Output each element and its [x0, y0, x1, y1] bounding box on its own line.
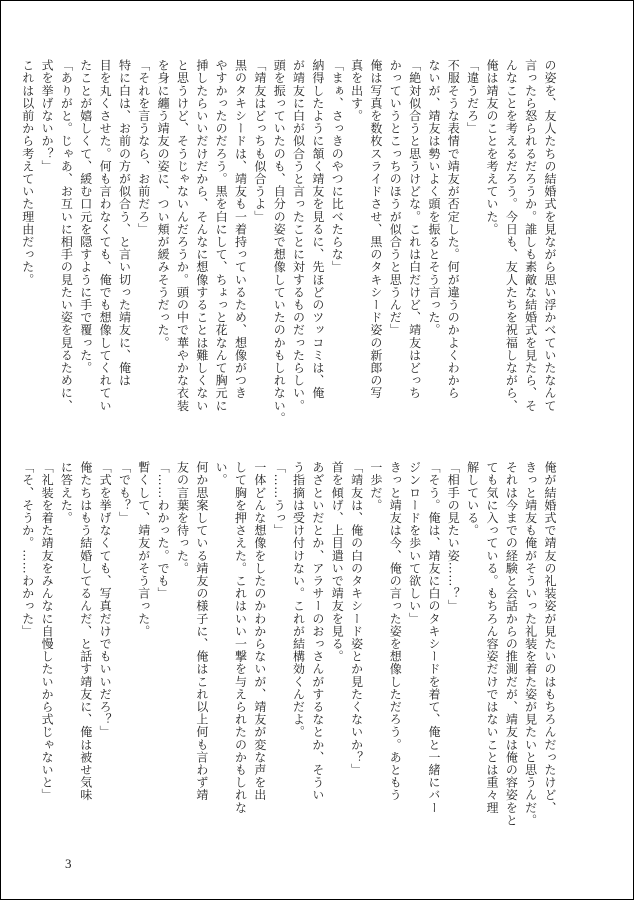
text-line: 式を挙げないか？」 [40, 59, 55, 173]
text-line: やすかったのだろう。黒を白にして、ちょっと花なんて胸元に [214, 59, 229, 412]
text-line: い。 [214, 461, 229, 487]
text-line: 「ありがと。じゃあ、お互いに相手の見たい姿を見るために、 [59, 59, 74, 412]
text-line: う指摘は受け付けない。これが結構効くんだよ。 [291, 461, 306, 739]
text-line: きっと靖友は今、俺の言った姿を想像しただろう。あともう [388, 461, 403, 802]
text-line: あざといだとか、アラサーのおっさんがするなとか、そうい [310, 461, 325, 802]
text-line: 「靖友は、俺の白のタキシード姿とか見たくないか？」 [349, 461, 364, 776]
text-line: 言ったら怒られるだろうか。誰しも素敵な結婚式を見たら、そ [523, 59, 538, 412]
text-line: 「でも？」 [117, 461, 132, 524]
lower-text-block [20, 461, 559, 861]
text-line: 俺たちはもう結婚してるんだ、と話す靖友に、俺は被せ気味 [78, 461, 93, 802]
text-line: 「……わかった。でも」 [156, 461, 171, 600]
text-line: 解している。 [465, 461, 480, 537]
text-line: 「そ、そうか。……わかった」 [20, 461, 35, 638]
text-line: に答えた。 [59, 461, 74, 524]
text-line: かっていうとこっちのほうが似合うと思うんだ」 [388, 59, 403, 337]
text-line: の姿を、友人たちの結婚式を見ながら思い浮かべていたなんて [543, 59, 557, 412]
text-line: 「まぁ、さっきのやつに比べたらな」 [330, 59, 345, 274]
text-line: が靖友に白が似合うと言ったことに対するものだったらしい。 [291, 59, 306, 412]
text-line: 「違うだろ」 [465, 59, 480, 135]
text-line: 「それを言うなら、お前だろ」 [136, 59, 151, 236]
text-line: これは以前から考えていた理由だった。 [20, 59, 35, 286]
text-line: 挿したらいいだけだから、そんなに想像することは難しくない [194, 59, 209, 412]
text-line: 俺は写真を数枚スライドさせ、黒のタキシード姿の新郎の写 [368, 59, 383, 400]
text-line: 特に白は、お前の方が似合う、と言い切った靖友に、俺は [117, 59, 132, 387]
text-line: 「靖友はどっちも似合うよ」 [252, 59, 267, 223]
text-line: ないが、靖友は勢いよく頭を振るとそう言った。 [426, 59, 441, 337]
text-line: たことが嬉しくて、緩む口元を隠すように手で覆った。 [78, 59, 93, 374]
text-line: 「式を挙げなくても、写真だけでもいいだろ？」 [98, 461, 113, 739]
text-line: 真を出す。 [349, 59, 364, 122]
text-line: 目を丸くさせた。何も言わなくても、俺でも想像してくれてい [98, 59, 113, 412]
text-line: それは今までの経験と会話からの推測だが、靖友は俺の容姿をと [504, 461, 519, 827]
text-line: 納得したように頷く靖友を見るに、先ほどのツッコミは、俺 [310, 59, 325, 400]
page-number: 3 [65, 856, 72, 871]
text-line: 「相手の見たい姿……？」 [446, 461, 461, 613]
text-line: 何か思案している靖友の様子に、俺はこれ以上何も言わず靖 [194, 461, 209, 802]
text-line: 友の言葉を待った。 [175, 461, 190, 575]
text-line: 首を傾げ、上目遣いで靖友を見る。 [330, 461, 345, 663]
text-line: と思うけど、そうじゃないんだろうか。頭の中で華やかな衣装 [175, 59, 190, 412]
text-line: ジンロードを歩いて欲しい」 [407, 461, 422, 625]
text-line: 一歩だ。 [368, 461, 383, 512]
text-line: んなことを考えるだろう。今日も、友人たちを祝福しながら、 [504, 59, 519, 412]
text-line: 頭を振っていたのも、自分の姿で想像していたのかもしれない。 [272, 59, 287, 425]
text-line: 不服そうな表情で靖友が否定した。何が違うのかよくわから [446, 59, 461, 400]
text-line: 「……うっ」 [272, 461, 287, 537]
text-line: 「絶対似合うと思うけどな。これは白だけど、靖友はどっち [407, 59, 422, 400]
text-line: きっと靖友も俺がそういった礼装を着た姿が見たいと思うんだ。 [523, 461, 538, 827]
text-line: 暫くして、靖友がそう言った。 [136, 461, 151, 638]
text-line: を身に纏う靖友の姿に、つい頬が緩みそうだった。 [156, 59, 171, 349]
text-line: 俺が結婚式で靖友の礼装姿が見たいのはもちろんだったけど、 [543, 461, 557, 814]
text-line: 「礼装を着た靖友をみんなに自慢したいから式じゃないと」 [40, 461, 55, 802]
text-line: 一体どんな想像をしたのかわからないが、靖友が変な声を出 [252, 461, 267, 802]
text-line: 「そう。俺は、靖友に白のタキシードを着て、俺と一緒にバー [426, 461, 441, 814]
text-line: 俺は靖友のことを考えていた。 [484, 59, 499, 236]
text-line: して胸を押さえた。これはいい一撃を与えられたのかもしれな [233, 461, 248, 814]
text-line: 黒のタキシードは、靖友も一着持っているため、想像がつき [233, 59, 248, 400]
upper-text-block [20, 59, 559, 447]
text-line: ても気に入っている。もちろん容姿だけではないことは重々理 [484, 461, 499, 814]
